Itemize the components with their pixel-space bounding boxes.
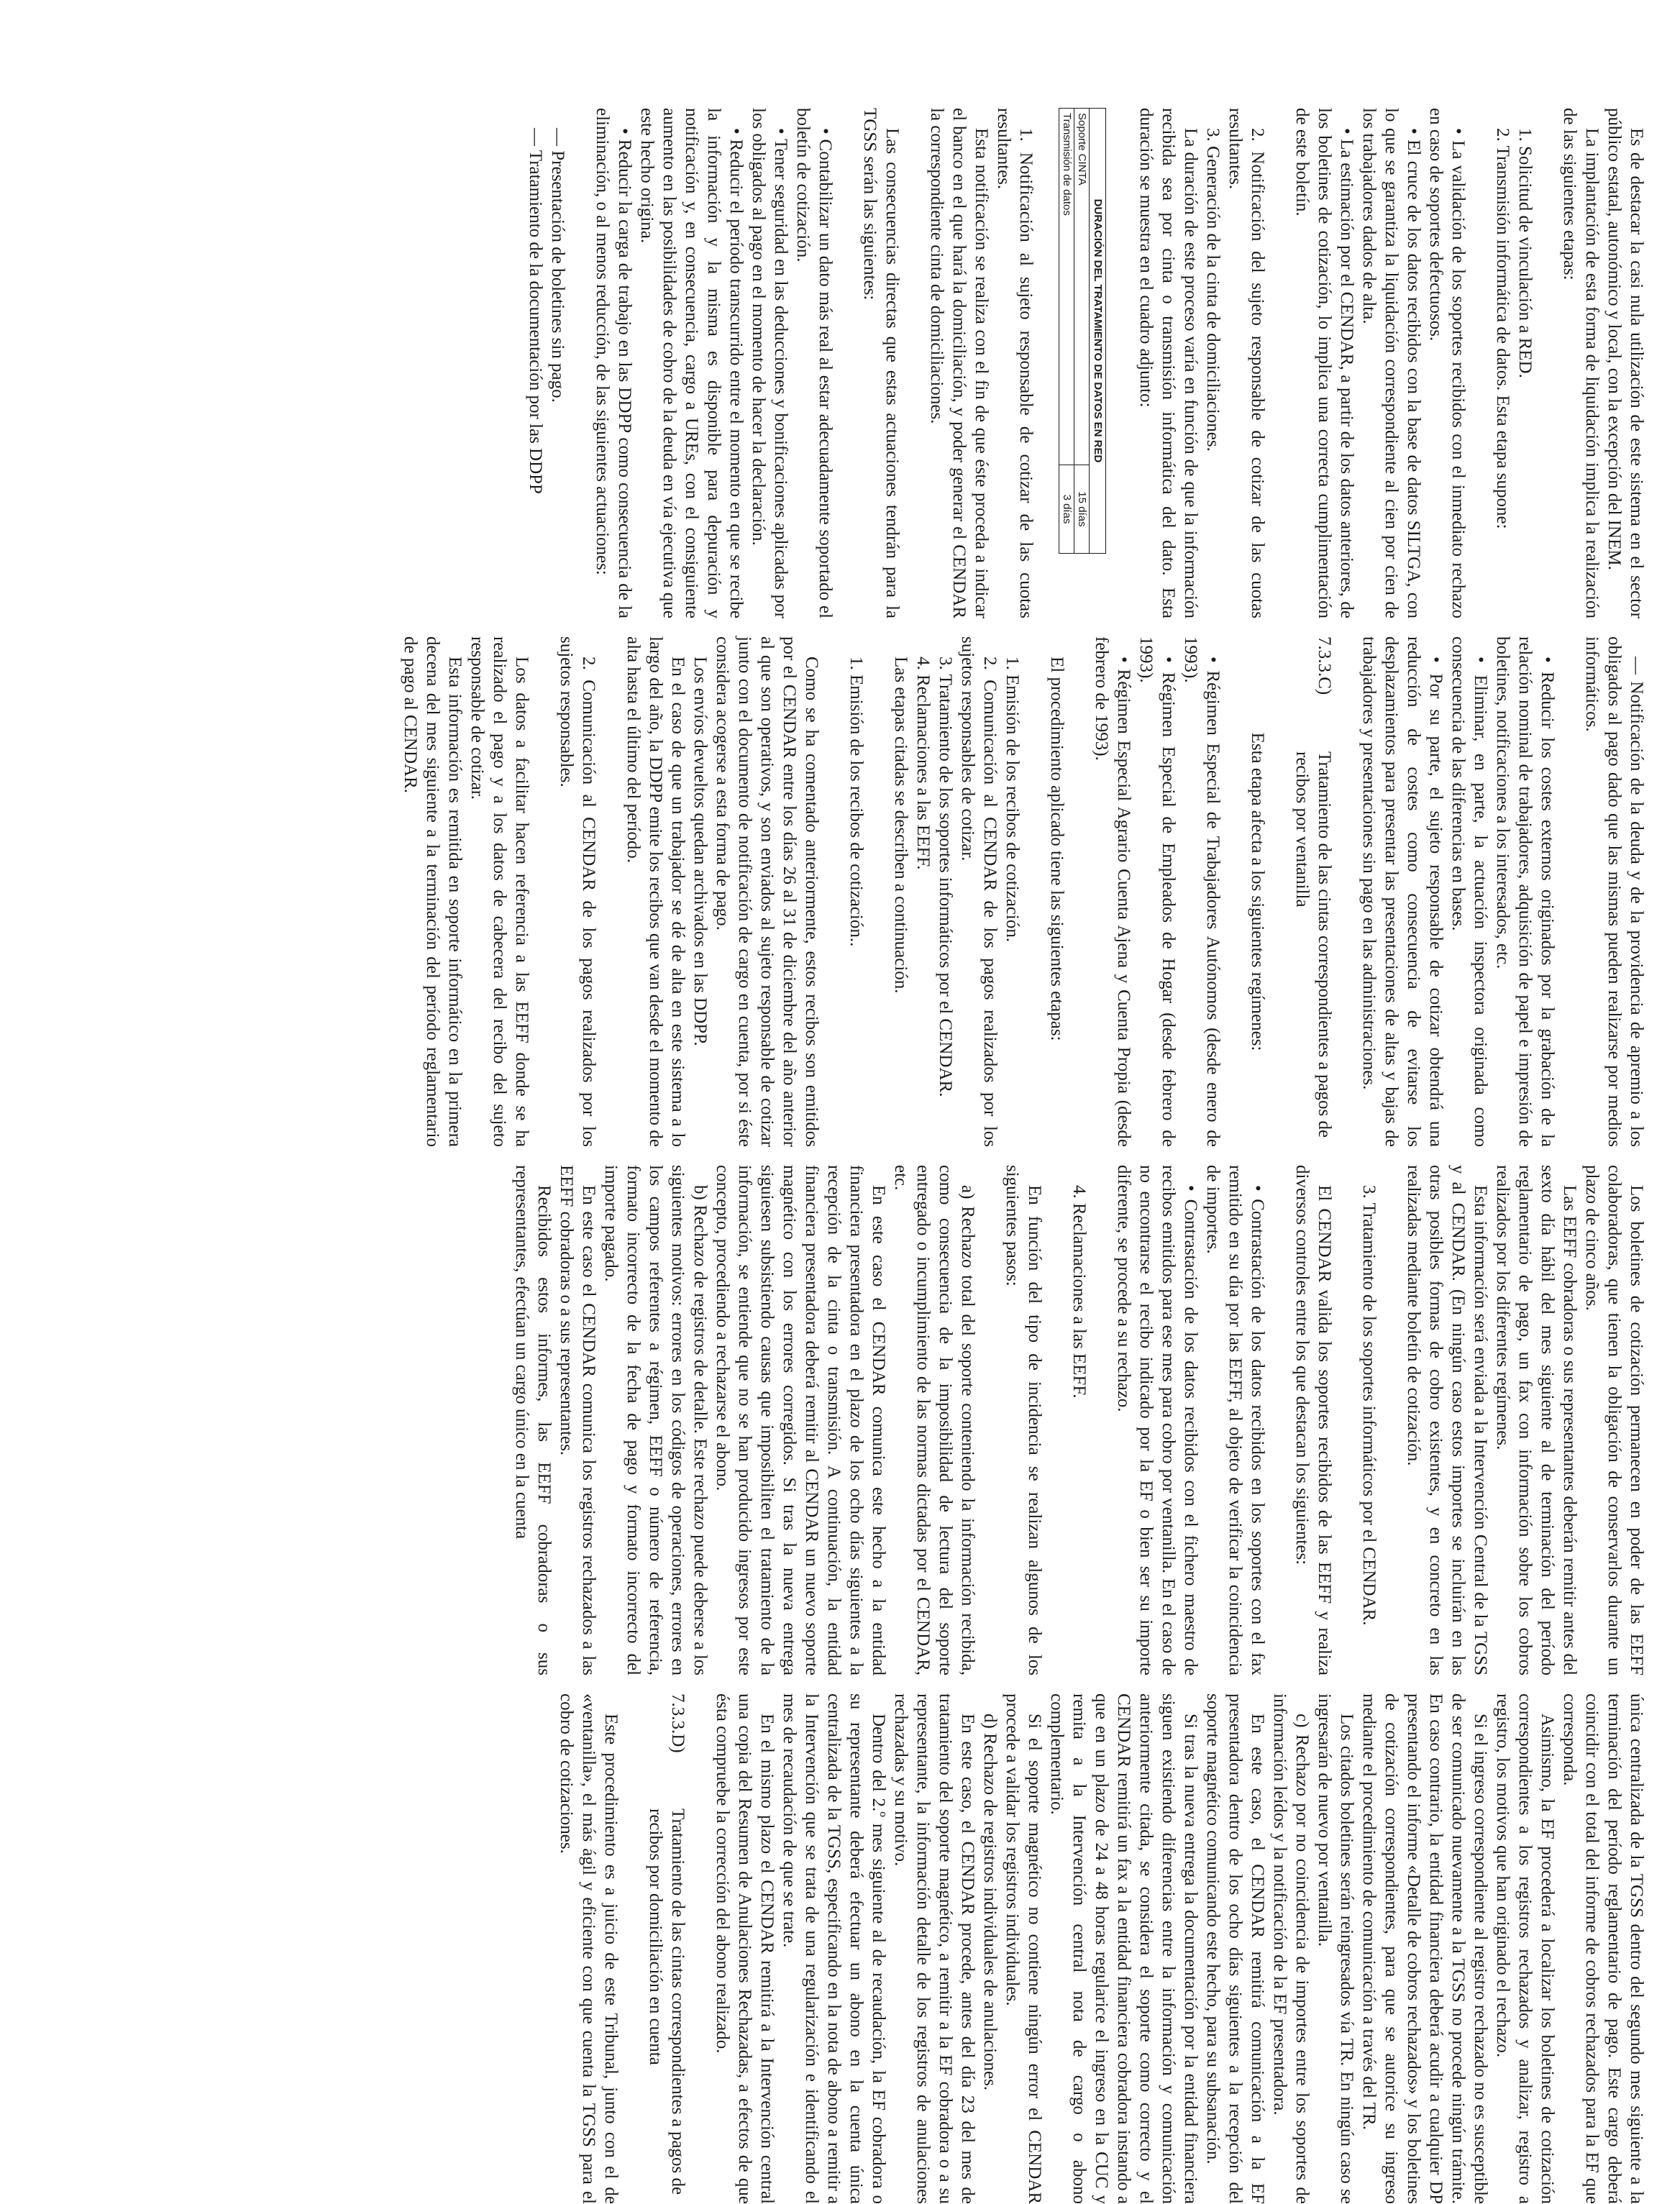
paragraph: El procedimiento aplicado tiene las siguientes etapas:: [1047, 657, 1067, 1041]
text-column-4: [29, 1693, 1648, 2204]
section-heading: [644, 1693, 689, 2204]
dash-item: — Tratamiento de la documentación por las DDPP: [526, 128, 545, 494]
paragraph: Las consecuencias directas que estas actuaciones tendrán para la TGSS serán las siguientes:: [860, 108, 902, 618]
paragraph: c) Rechazo por no coincidencia de importes entre los soportes de información leídos y la notificación de la EF presentadora.: [1270, 1693, 1312, 2204]
paragraph: En función del tipo de incidencia se realizan algunos de los siguientes pasos:: [1003, 1165, 1044, 1675]
section-title: Tratamiento de las cintas correspondientes a pagos de recibos por ventanilla: [1292, 751, 1334, 1138]
paragraph: La duración de este proceso varía en función de que la información recibida sea por cinta o transmisión informática del dato. Esta duración se muestra en el cuadro adjunto:: [1136, 108, 1200, 618]
bullet-item: • La validación de los soportes recibidos con el inmediato rechazo en caso de soportes defectuosos.: [1426, 108, 1468, 618]
bullet-item: • Por su parte, el sujeto responsable de cotizar obtendrá una reducción de costes como consecuencia de evitarse los desplazamientos para presentar las presentaciones de altas y bajas de trabajadores y presentaciones sin pago en las administraciones.: [1359, 636, 1446, 1147]
text-column-2: [29, 636, 1648, 1147]
bullet-item: • Contabilizar un dato más real al estar adecuadamente soportado el boletín de cotización.: [793, 108, 835, 618]
paragraph: a) Rechazo total del soporte conteniendo la información recibida, como consecuencia de la imposibilidad de lectura del soporte entregado o incumplimiento de las normas dictadas por el CENDAR, etc.: [891, 1165, 977, 1675]
paragraph: Como se ha comentado anteriormente, estos recibos son emitidos por el CENDAR entre los días 26 al 31 de diciembre del año anterior al que son operativos, y son enviados al sujeto responsable de cotizar junto con el documento de notificación de cargo en cuenta, por si éste considera acogerse a esta forma de pago.: [713, 636, 821, 1147]
paragraph: En este caso el CENDAR comunica los registros rechazados a las EEFF cobradoras o a sus representantes.: [557, 1165, 598, 1675]
paragraph: La implantación de esta forma de liquidación implica la realización de las siguientes etapas:: [1560, 108, 1602, 618]
table-cell-value: 3 días: [1059, 465, 1074, 554]
table-row: [1059, 109, 1074, 554]
subheading: 4. Reclamaciones a las EEFF.: [1069, 1185, 1089, 1399]
text-column-1: [29, 108, 1648, 618]
paragraph: Esta etapa afecta a los siguientes regímenes:: [1248, 732, 1267, 1051]
table-cell-value: 15 días: [1074, 465, 1090, 554]
paragraph: Las etapas citadas se describen a continuación.: [891, 657, 910, 994]
subheading: 3. Tratamiento de los soportes informáticos por el CENDAR.: [1359, 1185, 1379, 1626]
paragraph: Esta notificación se realiza con el fin de que éste proceda a indicar el banco en el que hará la domiciliación, y poder generar el CENDAR la correspondiente cinta de domiciliaciones.: [927, 108, 991, 618]
list-item: 1. Emisión de los recibos de cotización.: [1003, 657, 1022, 943]
table-cell-label: Soporte CINTA: [1074, 109, 1090, 465]
paragraph: b) Rechazo de registros de detalle. Este rechazo puede deberse a los siguientes motivos: errores en los códigos de operaciones, errores en los campos referentes a régimen, EEFF o número de referencia, formato incorrecto de la fecha de pago y formato incorrecto del importe pagado.: [601, 1165, 710, 1675]
bullet-item: • La estimación por el CENDAR, a partir de los datos anteriores, de los boletines de cotización, lo implica una correcta cumplimentación de este boletín.: [1292, 108, 1356, 618]
section-number: 7.3.3.D): [668, 1693, 688, 1753]
paragraph: Asimismo, la EF procederá a localizar los boletines de cotización correspondientes a los registros rechazados y analizar, registro a registro, los motivos que han originado el rechazo.: [1493, 1693, 1557, 2204]
paragraph: Dentro del 2.º mes siguiente al de recaudación, la EF cobradora o su representante deberá efectuar un abono en la cuenta única centralizada de la TGSS, especificando en la nota de abono a remitir a la Intervención que se trata de una regularización e identificando el mes de recaudación de que se trate.: [780, 1693, 888, 2204]
paragraph: Las EEFF cobradoras o sus representantes deberán remitir antes del sexto día hábil del mes siguiente al de terminación del período reglamentario de pago, un fax con información sobre los cobros realizados por los diferentes regímenes.: [1493, 1165, 1579, 1675]
paragraph: En el caso de que un trabajador se dé de alta en este sistema a lo largo del año, la DDPP emite los recibos que van desde el momento de alta hasta el último del período.: [624, 636, 688, 1147]
table-cell-label: Transmisión de datos: [1059, 109, 1074, 465]
list-item: 1. Solicitud de vinculación a RED.: [1515, 128, 1535, 378]
paragraph: Si tras la nueva entrega la documentación por la entidad financiera siguen existiendo diferencias entre la información y comunicación anteriormente citada, se considera el soporte como correcto y el CENDAR remitirá un fax a la entidad financiera cobradora instando a que en un plazo de 24 a 48 horas regularice el ingreso en la CUC y remita a la Intervención central nota de cargo o abono complementario.: [1047, 1693, 1200, 2204]
paragraph: d) Rechazo de registros individuales de anulaciones.: [980, 1714, 1000, 2091]
paragraph: Esta información es remitida en soporte informático en la primera decena del mes siguiente a la terminación del período reglamentario de pago al CENDAR.: [401, 636, 465, 1147]
bullet-item: • Tener seguridad en las deducciones y bonificaciones aplicadas por los obligados al pago en el momento de hacer la declaración.: [749, 108, 790, 618]
paragraph: Los envíos devueltos quedan archivados en las DDPP.: [690, 657, 710, 1046]
bullet-item: • Reducir los costes externos originados por la grabación de la relación nominal de trabajadores, adquisición de papel e impresión de boletines, notificaciones a los interesados, etc.: [1493, 636, 1557, 1147]
list-item: 3. Tratamiento de los soportes informáticos por el CENDAR.: [936, 657, 955, 1097]
section-heading: [1291, 636, 1336, 1147]
paragraph: En el mismo plazo el CENDAR remitirá a la Intervención central una copia del Resumen de Anulaciones Rechazadas, a efectos de que ésta compruebe la corrección del abono realizado.: [713, 1693, 777, 2204]
list-item: 3. Generación de la cinta de domiciliaciones.: [1203, 128, 1223, 452]
paragraph: Recibidos estos informes, las EEFF cobradoras o sus representantes, efectúan un cargo único en la cuenta: [512, 1165, 554, 1675]
bullet-item: • Contrastación de los datos recibidos con el fichero maestro de recibos emitidos para ese mes para cobro por ventanilla. En el caso de no encontrarse el recibo indicado por la EF o bien ser su importe diferente, se procede a su rechazo.: [1114, 1165, 1200, 1675]
bullet-item: • Régimen Especial de Trabajadores Autónomos (desde enero de 1993).: [1181, 636, 1223, 1147]
paragraph: En este caso, el CENDAR procede, antes del día 23 del mes de tratamiento del soporte magnético, a remitir a la EF cobradora o a su representante, la información detalle de los registros de anulaciones rechazadas y su motivo.: [891, 1693, 977, 2204]
table-row: [1074, 109, 1090, 554]
list-item: 2. Transmisión informática de datos. Esta etapa supone:: [1493, 128, 1512, 529]
paragraph: En este caso el CENDAR comunica este hecho a la entidad financiera presentadora en el plazo de los ocho días siguientes a la recepción de la cinta o transmisión. A continuación, la entidad financiera presentadora deberá remitir al CENDAR un nuevo soporte magnético con los errores corregidos. Si tras la nueva entrega siguiesen subsistiendo causas que imposibiliten el tratamiento de la información, se entiende que no se han producido ingresos por este concepto, procediendo a rechazarse el abono.: [713, 1165, 888, 1675]
section-number: 7.3.3.C): [1315, 636, 1334, 695]
section-title: Tratamiento de las cintas correspondientes a pagos de recibos por domiciliación en cuenta: [646, 1809, 688, 2195]
paragraph: — Notificación de la deuda y de la providencia de apremio a los obligados al pago dado que las mismas pueden realizarse por medios informáticos.: [1582, 636, 1646, 1147]
paragraph: Los citados boletines serán reingresados vía TR. En ningún caso se ingresarán de nuevo por ventanilla.: [1315, 1693, 1356, 2204]
bullet-item: • Régimen Especial Agrario Cuenta Ajena y Cuenta Propia (desde febrero de 1993).: [1092, 636, 1133, 1147]
bullet-item: • Contrastación de los datos recibidos en los soportes con el fax remitido en su día por las EEFF, al objeto de verificar la coincidencia de importes.: [1203, 1165, 1267, 1675]
bullet-item: • Reducir el período transcurrido entre el momento en que se recibe la información y la misma es disponible para depuración y notificación y, en consecuencia, cargo a UREs, con el consiguiente aumento en las posibilidades de cobro de la deuda en vía ejecutiva que este hecho origina.: [637, 108, 746, 618]
table-title: DURACIÓN DEL TRATAMIENTO DE DATOS EN RED: [1090, 109, 1106, 554]
paragraph: El CENDAR valida los soportes recibidos de las EEFF y realiza diversos controles entre los que destacan los siguientes:: [1292, 1165, 1334, 1675]
bullet-item: • Reducir la carga de trabajo en las DDPP como consecuencia de la eliminación, o al menos reducción, de las siguientes actuaciones:: [593, 108, 634, 618]
dash-item: — Presentación de boletines sin pago.: [548, 128, 567, 403]
bullet-item: • Régimen Especial de Empleados de Hogar (desde febrero de 1993).: [1136, 636, 1178, 1147]
list-item: 2. Notificación del sujeto responsable de cotizar de las cuotas resultantes.: [1225, 108, 1267, 618]
list-item: 2. Comunicación al CENDAR de los pagos realizados por los sujetos responsables de cotizar.: [958, 636, 1000, 1147]
bullet-item: • Eliminar, en parte, la actuación inspectora originada como consecuencia de las diferencias en bases.: [1448, 636, 1490, 1147]
subheading: 2. Comunicación al CENDAR de los pagos realizados por los sujetos responsables.: [557, 636, 598, 1147]
paragraph: Si el soporte magnético no contiene ningún error el CENDAR procede a validar los registros individuales.: [1003, 1693, 1044, 2204]
paragraph: 1. Notificación al sujeto responsable de cotizar de las cuotas resultantes.: [994, 108, 1036, 618]
list-item: 4. Reclamaciones a las EEFF.: [913, 657, 933, 870]
subheading: 1. Emisión de los recibos de cotización..: [846, 657, 866, 947]
paragraph: Es de destacar la casi nula utilización de este sistema en el sector público estatal, autonómico y local, con la excepción del INEM.: [1604, 108, 1646, 618]
paragraph: En este caso, el CENDAR remitirá comunicación a la EF presentadora dentro de los ocho días siguientes a la recepción del soporte magnético comunicando este hecho, para su subsanación.: [1203, 1693, 1267, 2204]
paragraph: única centralizada de la TGSS dentro del segundo mes siguiente a la terminación del período reglamentario de pago. Este cargo deberá coincidir con el total del informe de cobros rechazados para la EF que corresponda.: [1560, 1693, 1646, 2204]
paragraph: Los boletines de cotización permanecen en poder de las EEFF colaboradoras, que tienen la obligación de conservarlos durante un plazo de cinco años.: [1582, 1165, 1646, 1675]
paragraph: Si el ingreso correspondiente al registro rechazado no es susceptible de ser comunicado nuevamente a la TGSS no procede ningún trámite. En caso contrario, la entidad financiera deberá acudir a cualquier DP presentando el informe «Detalle de cobros rechazados» y los boletines de cotización correspondientes, para que se autorice su ingreso mediante el procedimiento de comunicación a través del TR.: [1359, 1693, 1490, 2204]
paragraph: Los datos a facilitar hacen referencia a las EEFF donde se ha realizado el pago y a los datos de cabecera del recibo del sujeto responsable de cotizar.: [467, 636, 531, 1147]
paragraph: Este procedimiento es a juicio de este Tribunal, junto con el de «ventanilla», el más ágil y eficiente con que cuenta la TGSS para el cobro de cotizaciones.: [557, 1693, 621, 2204]
text-column-3: [29, 1165, 1648, 1675]
duration-table: [1059, 108, 1106, 554]
bullet-item: • El cruce de los datos recibidos con la base de datos SILTGA, con lo que se garantiza la liquidación correspondiente al cien por cien de los trabajadores dados de alta.: [1359, 108, 1423, 618]
paragraph: Esta información será enviada a la Intervención Central de la TGSS y al CENDAR. (En ningún caso estos importes se incluirán en las otras posibles formas de cobro existentes, y en concreto en las realizadas mediante boletín de cotización.: [1404, 1165, 1490, 1675]
